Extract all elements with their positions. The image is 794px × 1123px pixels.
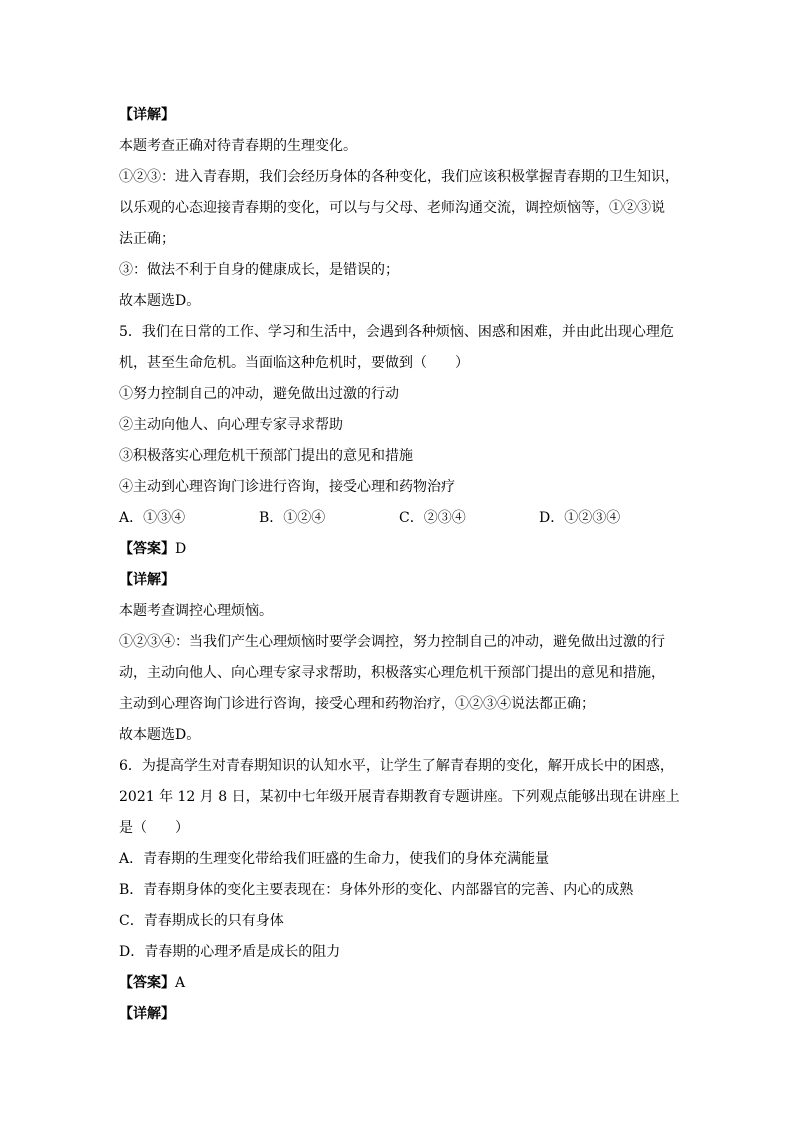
answer-option: B．①②④ — [259, 510, 326, 526]
answer-line — [119, 968, 679, 999]
text-line: A．青春期的生理变化带给我们旺盛的生命力，使我们的身体充满能量 — [119, 851, 550, 867]
document-content — [119, 100, 679, 1030]
text-line: 动，主动向他人、向心理专家寻求帮助，积极落实心理危机干预部门提出的意见和措施， — [119, 665, 665, 681]
text-line: 2021 年 12 月 8 日，某初中七年级开展青春期教育专题讲座。下列观点能够出现在讲座上 — [119, 789, 680, 805]
text-line: C．青春期成长的只有身体 — [119, 913, 284, 929]
answer-label: 【答案】 — [119, 541, 175, 557]
answer-line — [119, 534, 679, 565]
text-line: 法正确； — [119, 231, 175, 247]
text-line: 以乐观的心态迎接青春期的变化，可以与与父母、老师沟通交流，调控烦恼等，①②③说 — [119, 200, 665, 216]
answer-option: A．①③④ — [119, 510, 186, 526]
text-line: 机，甚至生命危机。当面临这种危机时，要做到（ ） — [119, 355, 469, 371]
text-line: ④主动到心理咨询门诊进行咨询，接受心理和药物治疗 — [119, 479, 455, 495]
text-line: ①努力控制自己的冲动，避免做出过激的行动 — [119, 386, 399, 402]
text-line: D．青春期的心理矛盾是成长的阻力 — [119, 944, 341, 960]
answer-value: A — [175, 975, 186, 991]
text-line: 故本题选D。 — [119, 293, 201, 309]
text-line: ③积极落实心理危机干预部门提出的意见和措施 — [119, 448, 413, 464]
text-line: B．青春期身体的变化主要表现在：身体外形的变化、内部器官的完善、内心的成熟 — [119, 882, 634, 898]
answer-option: D．①②③④ — [539, 510, 621, 526]
text-line: 本题考查调控心理烦恼。 — [119, 603, 273, 619]
answer-label: 【答案】 — [119, 975, 175, 991]
text-line: 主动到心理咨询门诊进行咨询，接受心理和药物治疗，①②③④说法都正确； — [119, 696, 595, 712]
text-line: 是（ ） — [119, 820, 189, 836]
text-line: ①②③④：当我们产生心理烦恼时要学会调控，努力控制自己的冲动，避免做出过激的行 — [119, 634, 665, 650]
answer-options — [119, 503, 679, 534]
text-line: 本题考查正确对待青春期的生理变化。 — [119, 138, 357, 154]
section-heading: 【详解】 — [119, 572, 175, 588]
question-stem: 6．为提高学生对青春期知识的认知水平，让学生了解青春期的变化，解开成长中的困惑， — [119, 758, 674, 774]
section-heading: 【详解】 — [119, 107, 175, 123]
answer-value: D — [175, 541, 187, 557]
answer-option: C．②③④ — [399, 510, 466, 526]
question-stem: 5．我们在日常的工作、学习和生活中，会遇到各种烦恼、困惑和困难，并由此出现心理危 — [119, 324, 674, 340]
text-line: ②主动向他人、向心理专家寻求帮助 — [119, 417, 343, 433]
text-line: 故本题选D。 — [119, 727, 201, 743]
section-heading: 【详解】 — [119, 1006, 175, 1022]
text-line: ③：做法不利于自身的健康成长，是错误的； — [119, 262, 399, 278]
text-line: ①②③：进入青春期，我们会经历身体的各种变化，我们应该积极掌握青春期的卫生知识， — [119, 169, 679, 185]
